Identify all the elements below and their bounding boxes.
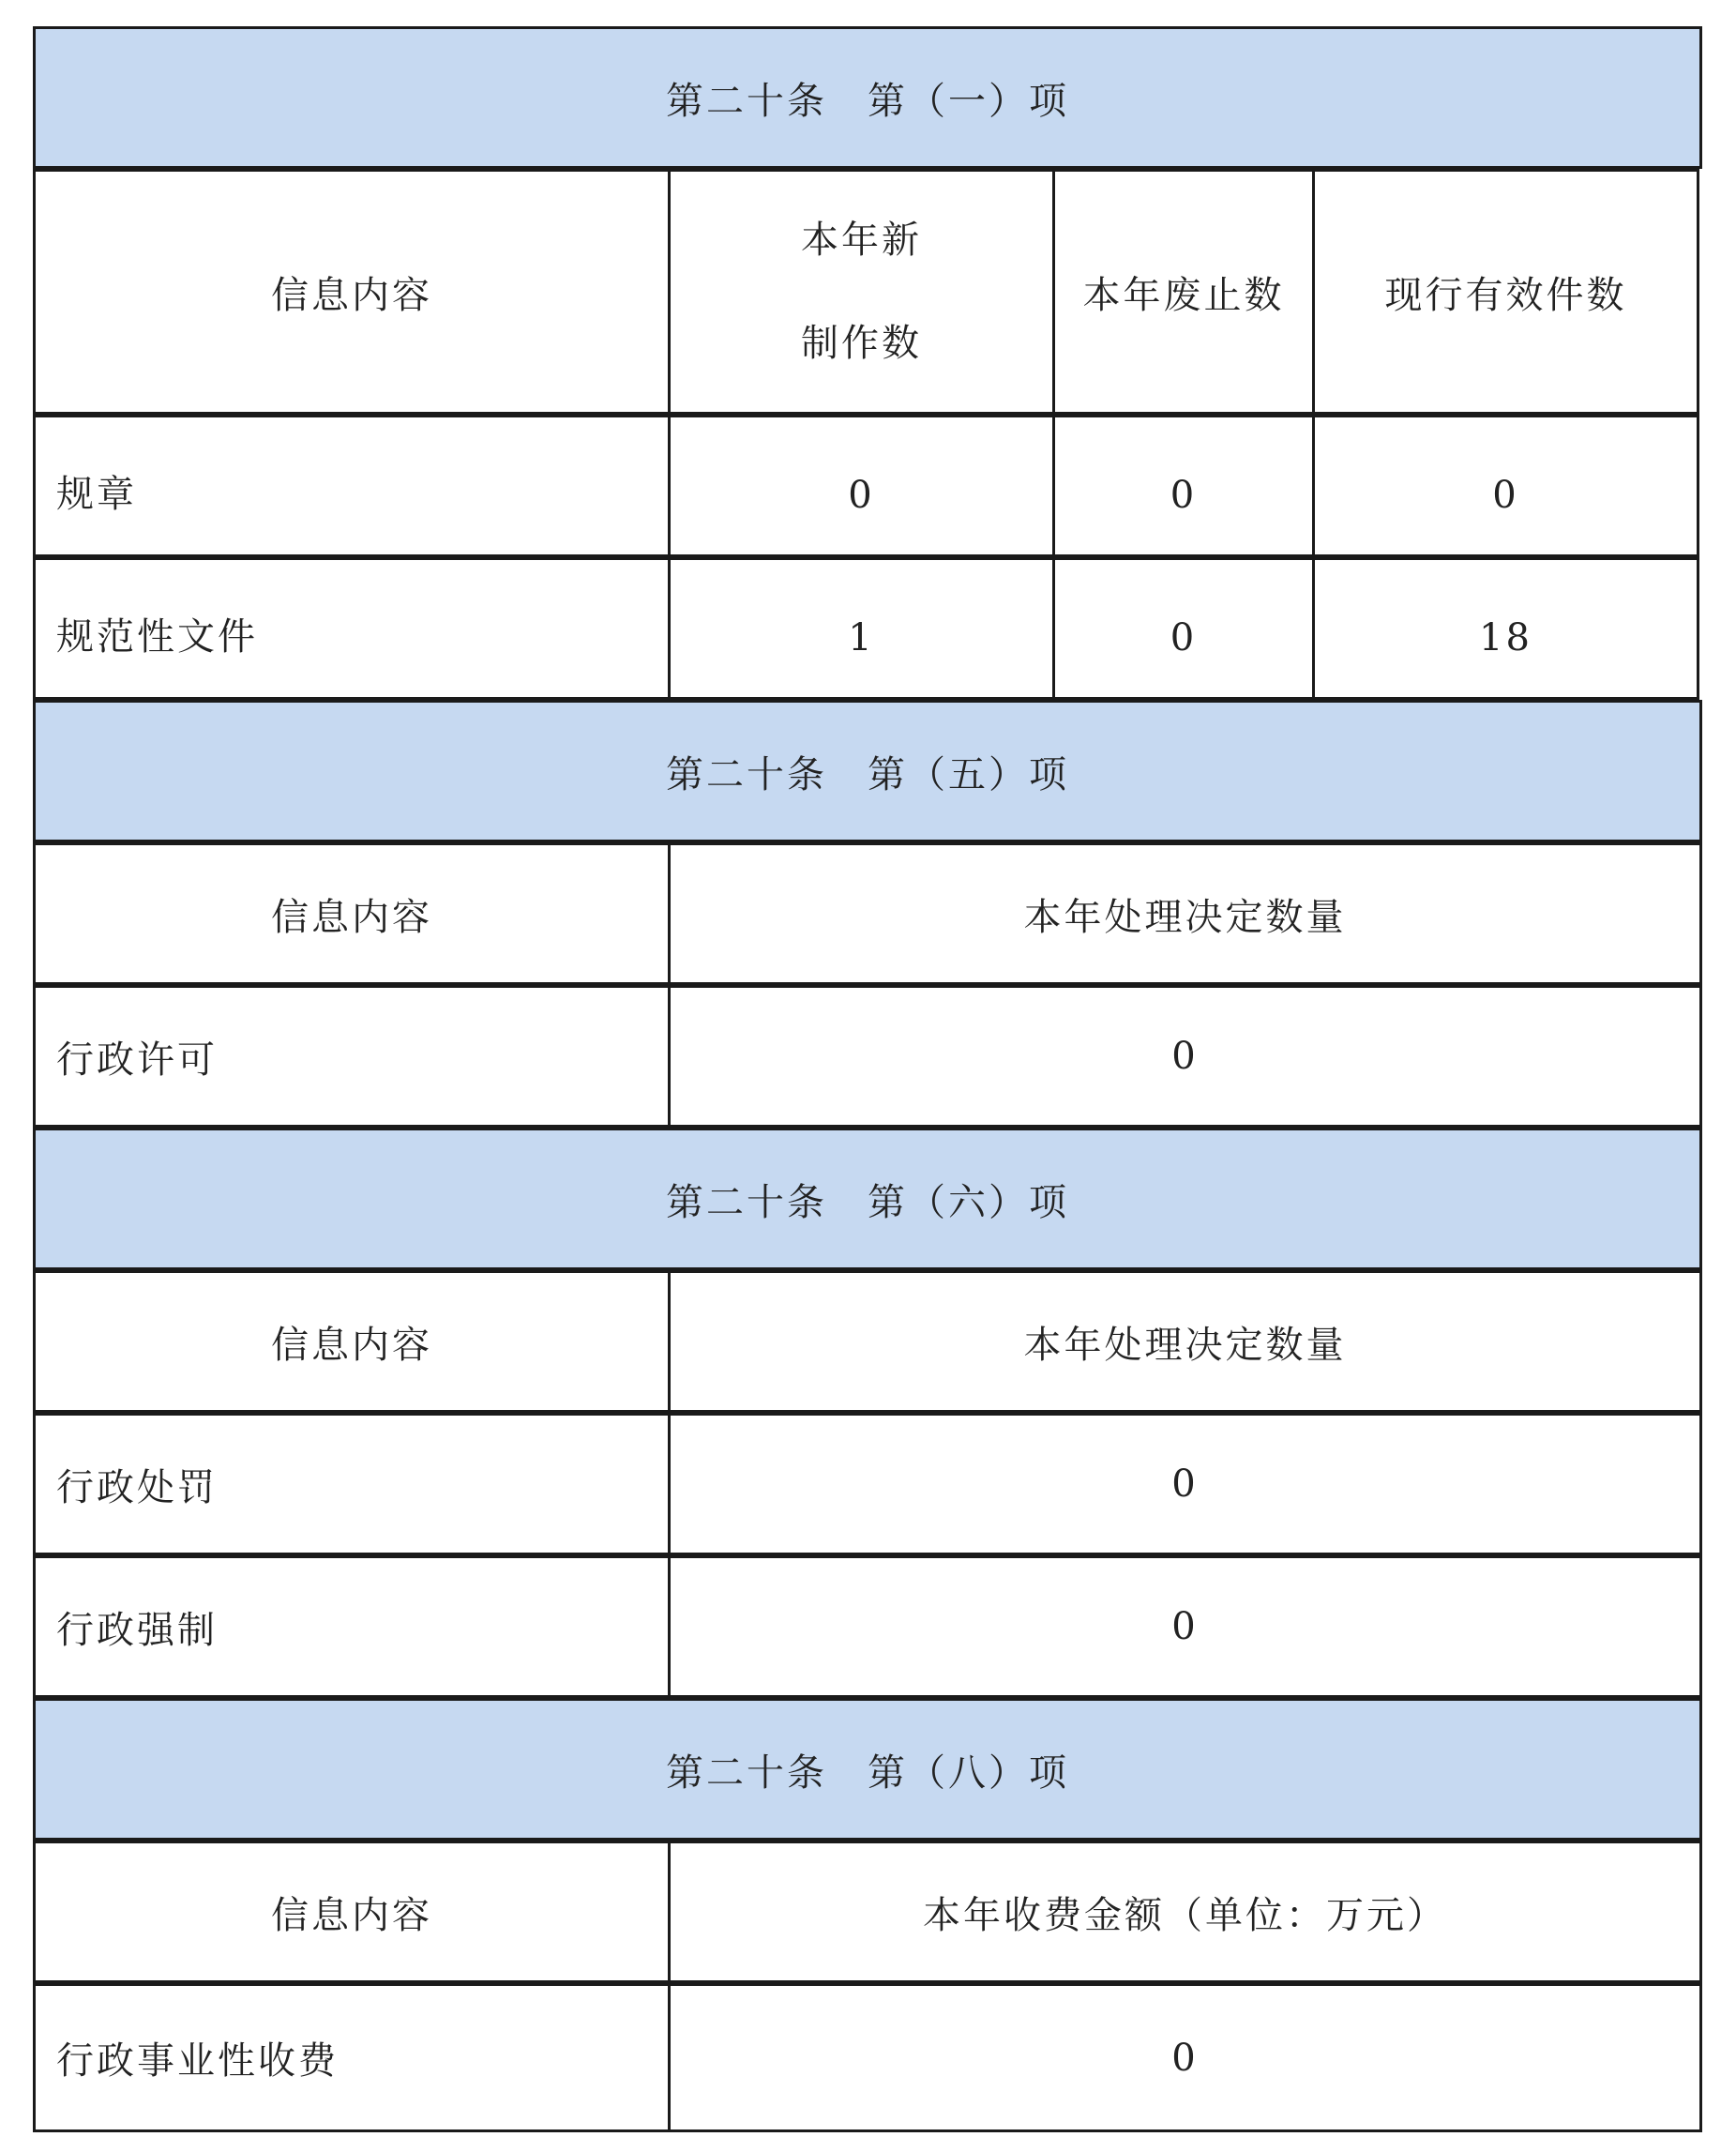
new-count-value: 0 [668, 415, 1055, 557]
new-count-header [668, 169, 1055, 415]
new-count-header-line1: 本年新 [801, 219, 922, 262]
current-valid-header: 现行有效件数 [1312, 169, 1699, 415]
table-row [33, 557, 1702, 700]
column-header-row [33, 1270, 1702, 1413]
abolished-count-value: 0 [1052, 415, 1315, 557]
section-title: 第二十条 第（六）项 [33, 1128, 1702, 1270]
new-count-value: 1 [668, 557, 1055, 700]
decision-count-header: 本年处理决定数量 [668, 1270, 1702, 1413]
info-content-header: 信息内容 [33, 1841, 671, 1983]
new-count-header-line2: 制作数 [801, 322, 922, 365]
table-row [33, 1413, 1702, 1555]
decision-count-value: 0 [668, 1413, 1702, 1555]
section-title: 第二十条 第（八）项 [33, 1698, 1702, 1841]
current-valid-value: 0 [1312, 415, 1699, 557]
current-valid-value: 18 [1312, 557, 1699, 700]
info-content-header: 信息内容 [33, 1270, 671, 1413]
section-header-item-6 [33, 1128, 1702, 1270]
fee-amount-value: 0 [668, 1983, 1702, 2132]
info-content-header: 信息内容 [33, 842, 671, 985]
decision-count-header: 本年处理决定数量 [668, 842, 1702, 985]
row-label: 规范性文件 [33, 557, 671, 700]
fee-amount-header: 本年收费金额（单位：万元） [668, 1841, 1702, 1983]
table-row [33, 1983, 1702, 2132]
disclosure-report-table [33, 26, 1702, 2132]
section-title: 第二十条 第（五）项 [33, 700, 1702, 842]
row-label: 规章 [33, 415, 671, 557]
abolished-count-value: 0 [1052, 557, 1315, 700]
abolished-count-header: 本年废止数 [1052, 169, 1315, 415]
section-header-item-1 [33, 26, 1702, 169]
table-row [33, 1555, 1702, 1698]
section-header-item-8 [33, 1698, 1702, 1841]
row-label: 行政强制 [33, 1555, 671, 1698]
decision-count-value: 0 [668, 985, 1702, 1128]
column-header-row [33, 842, 1702, 985]
table-row [33, 985, 1702, 1128]
section-header-item-5 [33, 700, 1702, 842]
section-title: 第二十条 第（一）项 [33, 26, 1702, 169]
column-header-row [33, 1841, 1702, 1983]
table-row [33, 415, 1702, 557]
row-label: 行政事业性收费 [33, 1983, 671, 2132]
row-label: 行政许可 [33, 985, 671, 1128]
column-header-row [33, 169, 1702, 415]
decision-count-value: 0 [668, 1555, 1702, 1698]
info-content-header: 信息内容 [33, 169, 671, 415]
row-label: 行政处罚 [33, 1413, 671, 1555]
